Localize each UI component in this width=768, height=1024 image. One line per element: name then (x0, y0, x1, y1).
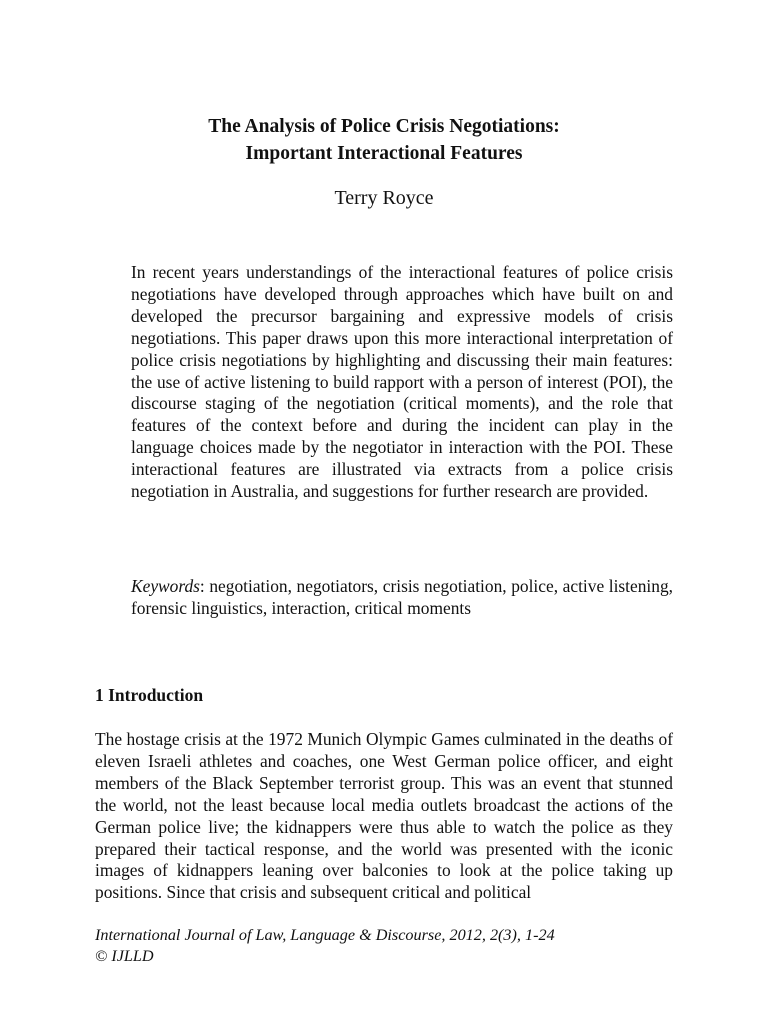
paper-title-line-2: Important Interactional Features (245, 143, 523, 164)
keywords-label: Keywords (131, 576, 200, 596)
paper-title (0, 113, 768, 167)
footer-journal-citation: International Journal of Law, Language & Discourse, 2012, 2(3), 1-24 (95, 926, 555, 944)
keywords-paragraph (131, 575, 673, 619)
section-heading-introduction: 1 Introduction (95, 685, 204, 705)
paper-title-line-1: The Analysis of Police Crisis Negotiations: (208, 116, 560, 137)
author-name: Terry Royce (334, 187, 434, 209)
keywords-list: : negotiation, negotiators, crisis negotiation, police, active listening, forensic linguistics, interaction, critical moments (131, 576, 673, 618)
introduction-paragraph: The hostage crisis at the 1972 Munich Olympic Games culminated in the deaths of eleven Israeli athletes and coaches, one West German police officer, and eight members of the Black September terrorist group. This was an event that stunned the world, not the least because local media outlets broadcast the actions of the German police live; the kidnappers were thus able to watch the police as they prepared their tactical response, and the world was presented with the iconic images of kidnappers leaning over balconies to look at the police taking up positions. Since that crisis and subsequent critical and political (95, 729, 673, 903)
page-footer (95, 925, 555, 967)
abstract-paragraph: In recent years understandings of the interactional features of police crisis negotiations have developed through approaches which have built on and developed the precursor bargaining and expressive models of crisis negotiations. This paper draws upon this more interactional interpretation of police crisis negotiations by highlighting and discussing their main features: the use of active listening to build rapport with a person of interest (POI), the discourse staging of the negotiation (critical moments), and the role that features of the context before and during the incident can play in the language choices made by the negotiator in interaction with the POI. These interactional features are illustrated via extracts from a police crisis negotiation in Australia, and suggestions for further research are provided. (131, 262, 673, 502)
footer-copyright: © IJLLD (95, 947, 154, 965)
